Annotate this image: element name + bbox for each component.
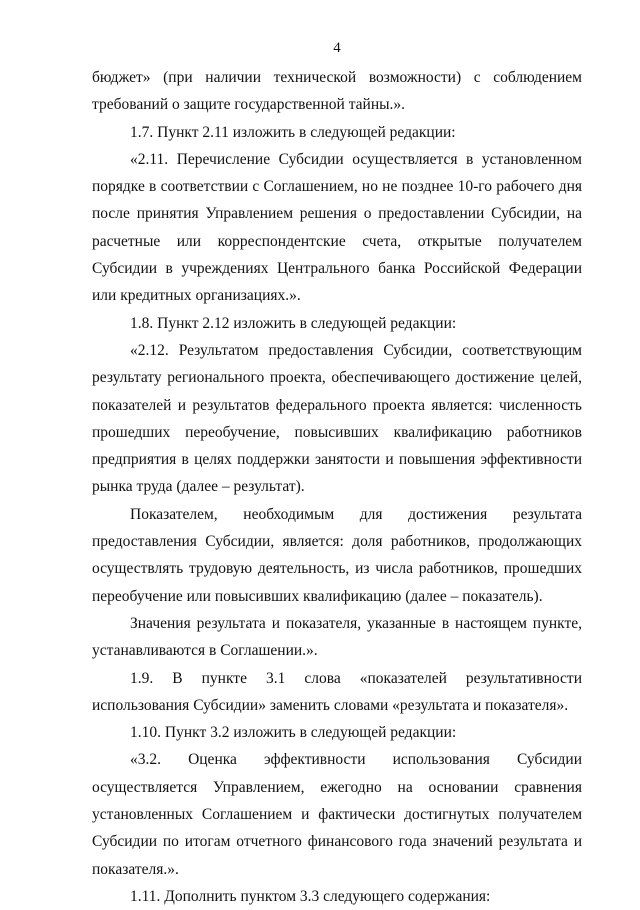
paragraph-clause-3-2: «3.2. Оценка эффективности использования Субсидии осуществляется Управлением, ежегодно на основании сравнения установленных Соглашением и фактически достигнутых получателем Субсидии по итогам отчетного финансового года значений результата и показателя.». <box>92 751 582 878</box>
paragraph-item-1-7: 1.7. Пункт 2.11 изложить в следующей редакции: <box>130 123 456 141</box>
page-number: 4 <box>333 40 341 56</box>
paragraph-clause-2-11: «2.11. Перечисление Субсидии осуществляется в установленном порядке в соответствии с Соглашением, но не позднее 10-го рабочего дня после принятия Управлением решения о предоставлении Субсидии, на расчетные или корреспондентские счета, открытые получателем Субсидии в учреждениях Центрального банка Российской Федерации или кредитных организациях.». <box>92 150 582 305</box>
paragraph-item-1-11: 1.11. Дополнить пунктом 3.3 следующего содержания: <box>130 887 491 905</box>
paragraph-budget-continuation: бюджет» (при наличии технической возможности) с соблюдением требований о защите государственной тайны.». <box>92 69 582 114</box>
paragraph-item-1-10: 1.10. Пункт 3.2 изложить в следующей редакции: <box>130 724 457 742</box>
paragraph-item-1-8: 1.8. Пункт 2.12 изложить в следующей редакции: <box>130 314 457 332</box>
paragraph-clause-2-12: «2.12. Результатом предоставления Субсидии, соответствующим результату регионального проекта, обеспечивающего достижение целей, показателей и результатов федерального проекта является: численность прошедших переобучение, повысивших квалификацию работников предприятия в целях поддержки занятости и повышения эффективности рынка труда (далее – результат). <box>92 341 582 496</box>
paragraph-item-1-9: 1.9. В пункте 3.1 слова «показателей результативности использования Субсидии» заменить словами «результата и показателя». <box>92 669 582 714</box>
paragraph-values: Значения результата и показателя, указанные в настоящем пункте, устанавливаются в Соглашении.». <box>92 614 582 660</box>
paragraph-indicator: Показателем, необходимым для достижения результата предоставления Субсидии, является: доля работников, продолжающих осуществлять трудовую деятельность, из числа работников, прошедших переобучение или повысивших квалификацию (далее – показатель). <box>92 505 582 605</box>
